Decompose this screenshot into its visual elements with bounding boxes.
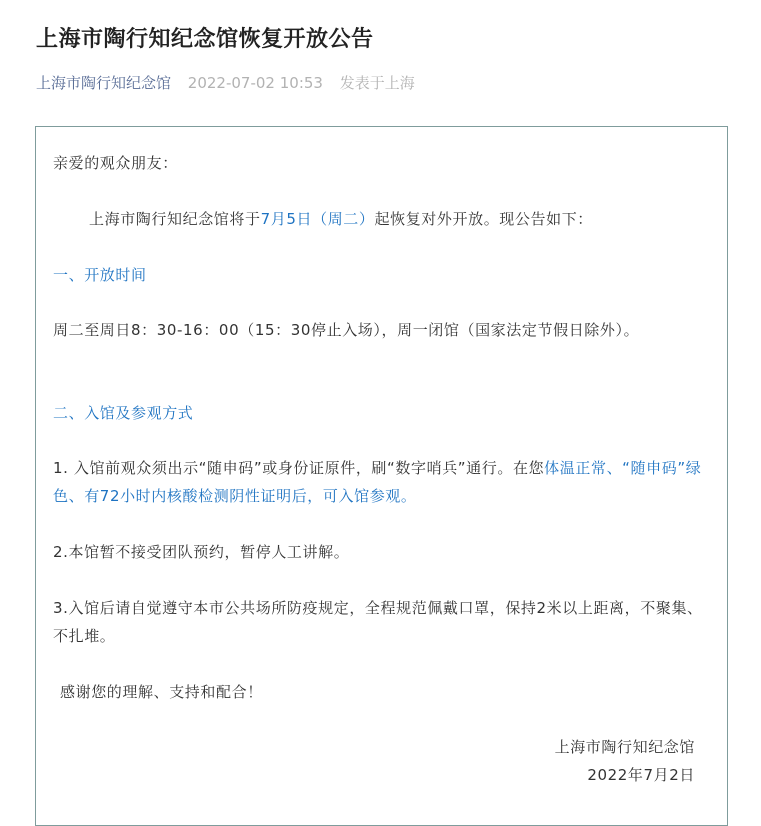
- publish-location: 发表于上海: [339, 74, 415, 92]
- signature-date: 2022年7月2日: [587, 766, 695, 784]
- signature-organization: 上海市陶行知纪念馆: [554, 738, 695, 756]
- rule-1-text: 1. 入馆前观众须出示“随申码”或身份证原件，刷“数字哨兵”通行。在您: [53, 459, 545, 477]
- article-meta: [36, 72, 415, 93]
- intro-text-after: 起恢复对外开放。现公告如下：: [374, 210, 593, 228]
- opening-hours-text: 周二至周日8：30-16：00（15：30停止入场），周一闭馆（国家法定节假日除外）。: [53, 321, 640, 339]
- intro-paragraph: [53, 205, 713, 233]
- greeting: 亲爱的观众朋友：: [53, 154, 178, 172]
- rule-1-highlight: 体温正常、“随申码”绿色、有72小时内核酸检测阴性证明后，可入馆参观。: [53, 459, 702, 505]
- intro-text-before: 上海市陶行知纪念馆将于: [89, 210, 261, 228]
- account-name-link[interactable]: 上海市陶行知纪念馆: [36, 74, 172, 92]
- article-title: 上海市陶行知纪念馆恢复开放公告: [36, 27, 374, 52]
- rule-1: [53, 454, 713, 510]
- rule-3: 3.入馆后请自觉遵守本市公共场所防疫规定，全程规范佩戴口罩，保持2米以上距离，不聚集、不扎堆。: [53, 599, 703, 645]
- rule-2: 2.本馆暂不接受团队预约，暂停人工讲解。: [53, 543, 350, 561]
- section-entry-method-heading: 二、入馆及参观方式: [53, 404, 194, 422]
- notice-box: [35, 126, 728, 826]
- publish-datetime: 2022-07-02 10:53: [187, 74, 323, 92]
- thanks-text: 感谢您的理解、支持和配合！: [60, 683, 263, 701]
- section-opening-hours-heading: 一、开放时间: [53, 266, 147, 284]
- reopen-date: 7月5日（周二）: [260, 210, 375, 228]
